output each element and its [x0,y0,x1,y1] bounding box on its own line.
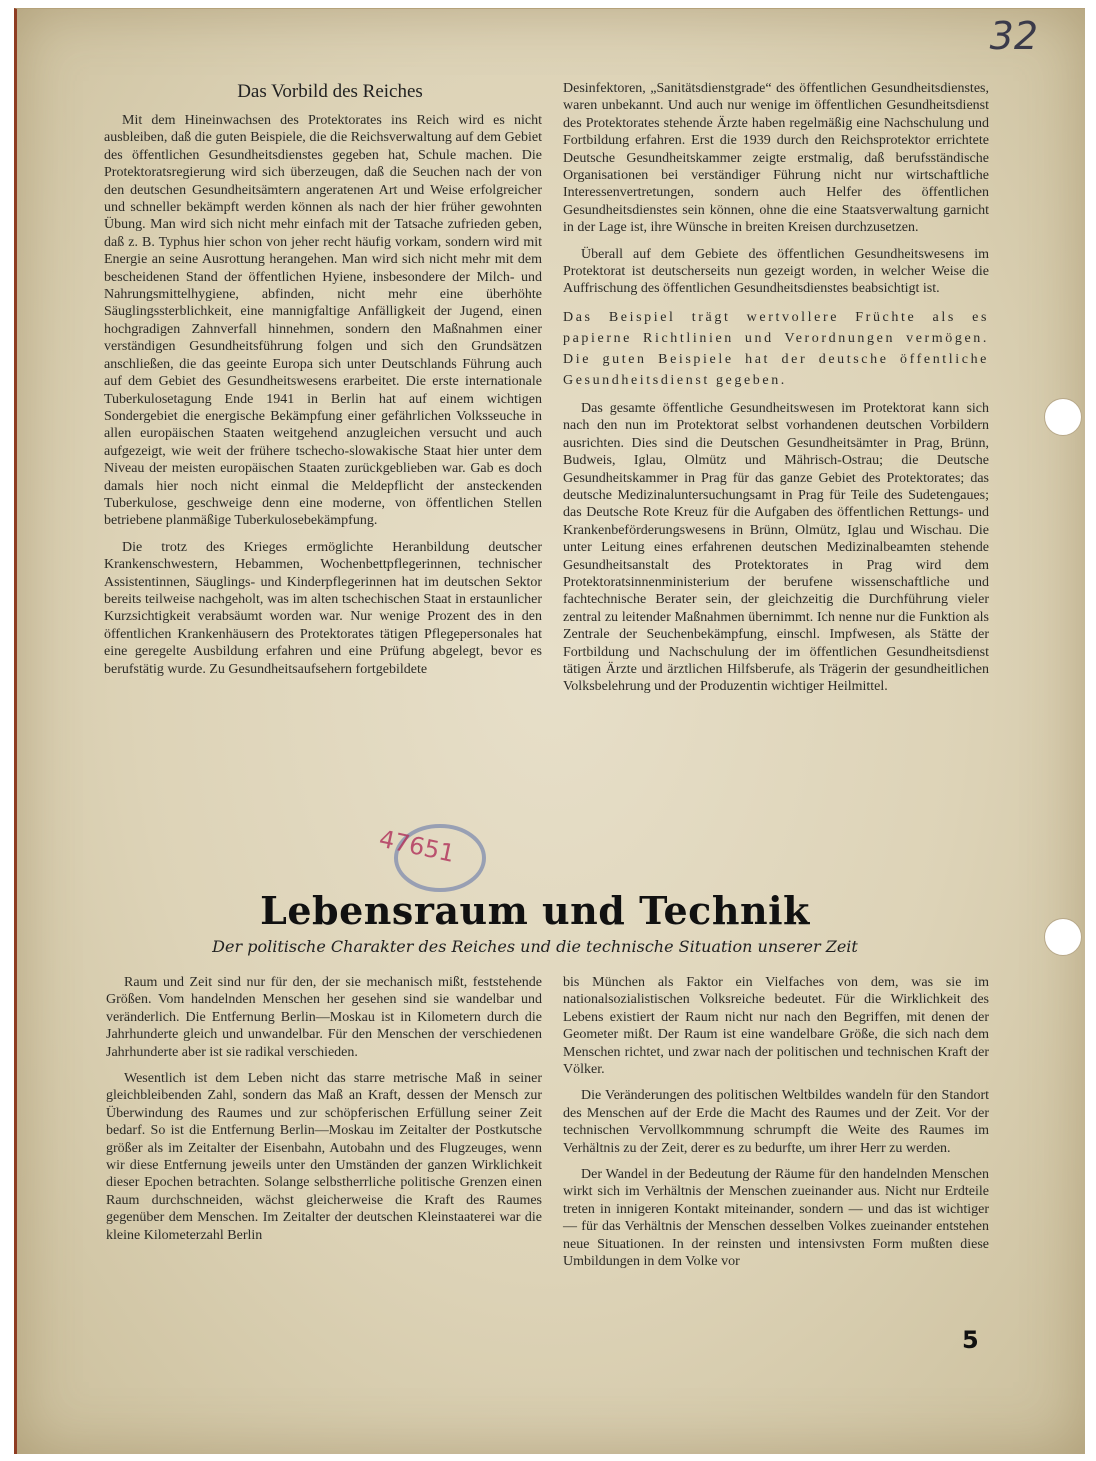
section-heading: Das Vorbild des Reiches [237,81,423,102]
stamp-number: 47651 [376,824,458,868]
punch-hole-lower [1044,918,1082,956]
printed-page-number: 5 [962,1326,979,1354]
paragraph: Mit dem Hineinwachsen des Protektorates ins Reich wird es nicht ausbleiben, daß die guten Beispiele, die die Reichsverwaltung auf dem Gebiet des öffentlichen Gesundheitsdienstes gegeben hat, Schule machen. Die Protektoratsregierung wird sich überzeugen, daß die Seuchen nach der von den deutschen Gesundheitsämtern angeratenen Art und Weise erfolgreicher und schneller bekämpft werden können als nach der hier früher gewohnten Übung. Man wird sich nicht mehr einfach mit der Tatsache zufrieden geben, daß z. B. Typhus hier schon von jeher recht häufig vorkam, sondern wird mit Energie an seine Ausrottung herangehen. Man wird sich nicht mehr mit dem bescheidenen Stand der öffentlichen Hyiene, insbesondere der Milch- und Nahrungsmittelhygiene, abfinden, nicht mehr eine überhöhte Säuglingssterblichkeit, eine mannigfaltige Anfälligkeit der Jugend, einen hochgradigen Zahnverfall hinnehmen, sondern den Maßnahmen einer verständigen Gesundheitsführung folgen und sich den Grundsätzen anschließen, die das geeinte Europa sich unter Deutschlands Führung auch auf dem Gebiet des Gesundheitswesens erarbeitet. Die erste internationale Tuberkulosetagung Ende 1941 in Berlin hat auf einem wichtigen Sondergebiet die energische Bekämpfung einer gefährlichen Volksseuche in allen europäischen Staaten weitgehend anzugleichen versucht und auch aufgezeigt, wie weit der frühere tschecho-slowakische Staat hier unter dem Niveau der meisten europäischen Staaten zurückgeblieben war. Gab es doch damals hier noch nicht einmal die Meldepflicht der ansteckenden Tuberkulose, geschweige denn eine moderne, von öffentlichen Stellen betriebene planmäßige Tuberkulosebekämpfung. [104,113,542,529]
paragraph: Desinfektoren, „Sanitätsdienstgrade“ des öffentlichen Gesundheitsdienstes, waren unbekannt. Und auch nur wenige im öffentlichen Gesundheitsdienst des Protektorates stehende Ärzte haben regelmäßig eine Nachschulung und Fortbildung erfahren. Erst die 1939 durch den Reichsprotektor errichtete Deutsche Gesundheitskammer zeigte erstmalig, daß berufsständische Organisationen bei verständiger Führung nicht nur wirtschaftliche Interessenvertretungen, sondern auch Helfer des öffentlichen Gesundheitsdienstes sein können, ohne die eine Staatsverwaltung garnicht in der Lage ist, ihre Wünsche in breiten Kreisen durchzusetzen. [563,81,989,236]
punch-hole-upper [1044,398,1082,436]
handwritten-page-number: 32 [989,14,1038,58]
article-subtitle: Der politische Charakter des Reiches und die technische Situation unserer Zeit [212,937,858,956]
emphasized-paragraph: Das Beispiel trägt wertvollere Früchte als es papierne Richtlinien und Verordnungen vermögen. Die guten Beispiele hat der deutsche öffentliche Gesundheitsdienst gegeben. [563,309,989,388]
paragraph: Überall auf dem Gebiete des öffentlichen Gesundheitswesens im Protektorat ist deutscherseits nun gezeigt worden, in welcher Weise die Auffrischung des öffentlichen Gesundheitsdienstes beabsichtigt ist. [563,246,989,297]
paragraph: Raum und Zeit sind nur für den, der sie mechanisch mißt, feststehende Größen. Vom handelnden Menschen her gesehen sind sie wandelbar und veränderlich. Die Entfernung Berlin—Moskau ist in Kilometern durch die Jahrhunderte gleich und unwandelbar. Für den Menschen der verschiedenen Jahrhunderte aber ist sie radikal verschieden. [106,975,542,1060]
paragraph: Der Wandel in der Bedeutung der Räume für den handelnden Menschen wirkt sich im Verhältnis der Menschen zueinander aus. Nicht nur Erdteile treten in innigeren Kontakt miteinander, sondern — und das ist wichtiger — für das Verhältnis der Menschen desselben Volkes zueinander entstehen neue Situationen. In der reinsten und intensivsten Form mußten diese Umbildungen in dem Volke vor [563,1167,989,1270]
article-title: Lebensraum und Technik [260,888,810,933]
paragraph: Wesentlich ist dem Leben nicht das starre metrische Maß in seiner gleichbleibenden Zahl, sondern das Maß an Kraft, dessen der Mensch zur Überwindung des Raumes und zur schöpferischen Erfüllung seiner Zeit bedarf. So ist die Entfernung Berlin—Moskau im Zeitalter der Postkutsche größer als im Zeitalter der Eisenbahn, Autobahn und des Flugzeuges, wenn wir diese Entfernung jeweils unter den Umständen der ganzen Wirklichkeit dieser Epochen betrachten. Solange selbstherrliche politische Grenzen einen Raum durchschneiden, wächst gleicherweise die Kraft des Raumes gegenüber dem Menschen. Im Zeitalter der deutschen Kleinstaaterei war die kleine Kilometerzahl Berlin [106,1071,542,1243]
bottom-left-column [106,974,542,1253]
library-stamp [370,810,490,900]
bottom-right-column [563,974,989,1280]
top-right-column [563,80,989,705]
top-left-column [104,112,542,687]
paragraph: Die Veränderungen des politischen Weltbildes wandeln für den Standort des Menschen auf der Erde die Macht des Raumes und der Zeit. Vor der technischen Vervollkommnung schrumpft die Weite des Raumes im Verhältnis zu der Zeit, derer es zu bedurfte, um ihrer Herr zu werden. [563,1088,989,1156]
paragraph: Die trotz des Krieges ermöglichte Heranbildung deutscher Krankenschwestern, Hebammen, Wochenbettpflegerinnen, technischer Assistentinnen, Säuglings- und Kinderpflegerinnen hat im deutschen Sektor bereits teilweise nachgeholt, was im alten tschechischen Staat in erstaunlicher Kurzsichtigkeit verabsäumt worden war. Nur wenige Prozent des in den öffentlichen Krankenhäusern des Protektorates tätigen Pflegepersonales hat eine geregelte Ausbildung erfahren und eine Prüfung abgelegt, bevor es berufstätig wurde. Zu Gesundheitsaufsehern fortgebildete [104,539,542,677]
paragraph: Das gesamte öffentliche Gesundheitswesen im Protektorat kann sich nach den nun im Protektorat selbst vorhandenen deutschen Vorbildern ausrichten. Dies sind die Deutschen Gesundheitsämter in Prag, Brünn, Budweis, Iglau, Olmütz und Mährisch-Ostrau; die Deutsche Gesundheitskammer in Prag für das ganze Gebiet des Protektorates; das deutsche Medizinaluntersuchungsamt in Prag für Teile des Sudetengaues; das Deutsche Rote Kreuz für die Aufgaben des öffentlichen Rettungs- und Krankenbeförderungswesens in Brünn, Olmütz, Iglau und Wischau. Die unter Leitung eines erfahrenen deutschen Medizinalbeamten stehende Gesundheitsanstalt des Protektorates in Prag wird dem Protektoratsinnenministerium der berufene wissenschaftliche und fachtechnische Berater sein, der gleichzeitig die Durchführung vieler zentral zu leitender Maßnahmen übernimmt. Ich nenne nur die Funktion als Zentrale der Seuchenbekämpfung, einschl. Impfwesen, als Stätte der Fortbildung und Nachschulung der im öffentlichen Gesundheitsdienst tätigen Ärzte und ärztlichen Hilfsberufe, als Trägerin der gesundheitlichen Volksbelehrung und der Produzentin wichtiger Heilmittel. [563,400,989,695]
paragraph: bis München als Faktor ein Vielfaches von dem, was sie im nationalsozialistischen Volksreiche bedeutet. Für die Wirklichkeit des Lebens existiert der Raum nicht nur nach den Begriffen, mit denen der Geometer mißt. Der Raum ist eine wandelbare Größe, die sich nach dem Menschen richtet, und zwar nach der politischen und technischen Kraft der Völker. [563,975,989,1078]
